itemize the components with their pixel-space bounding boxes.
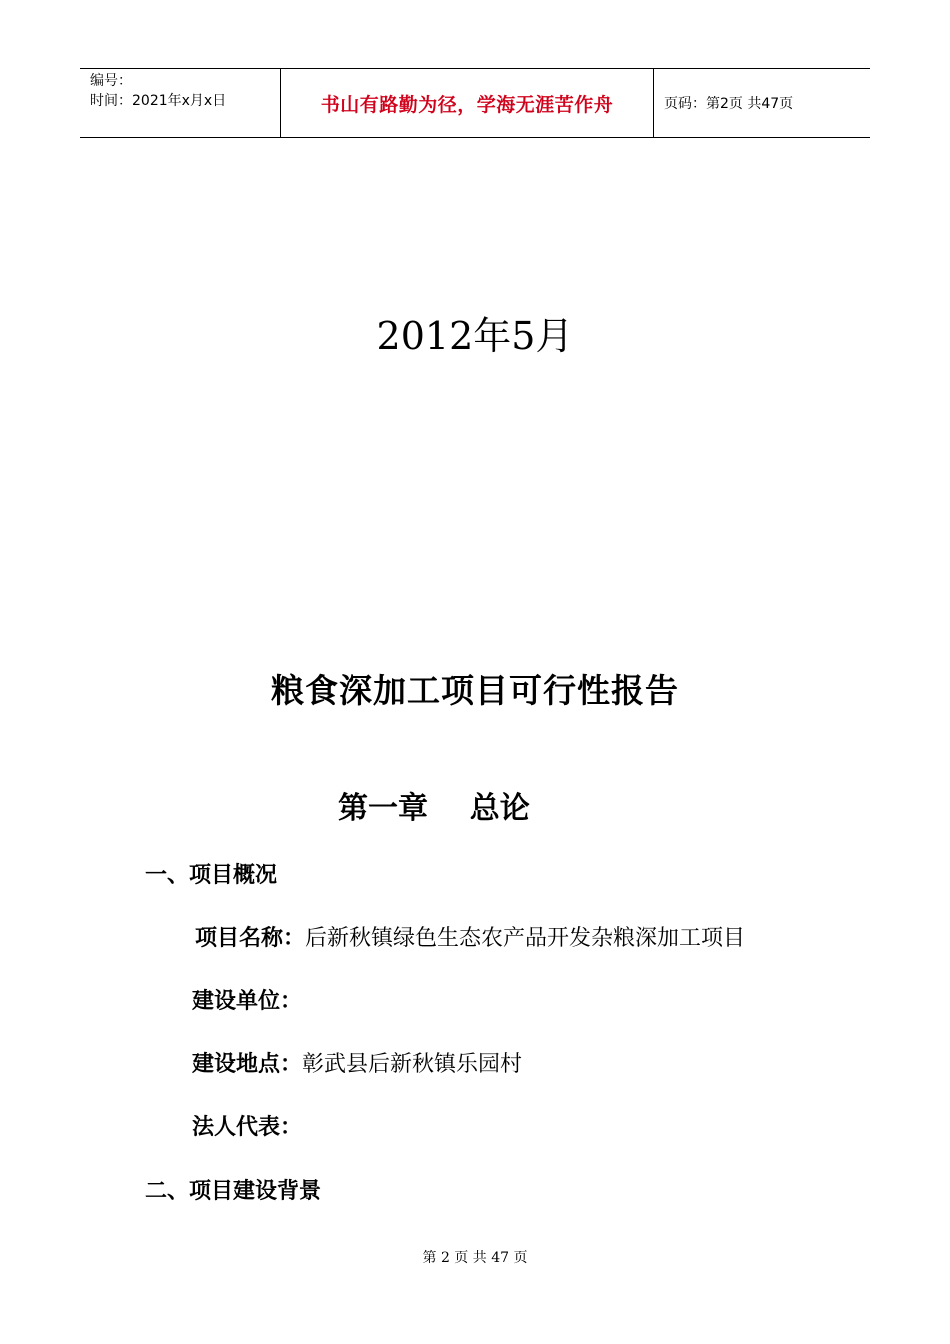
section-heading-background: 二、项目建设背景 [145, 1179, 322, 1204]
field-value: 彰武县后新秋镇乐园村 [302, 1052, 523, 1077]
date-title: 2012年5月 [376, 314, 574, 358]
header-motto-cell [281, 69, 654, 137]
field-label: 建设地点： [192, 1052, 303, 1077]
time-label: 时间：2021年x月x日 [90, 93, 227, 109]
header-page-cell [654, 69, 870, 137]
field-label: 法人代表： [192, 1115, 303, 1140]
page-footer: 第 2 页 共 47 页 [422, 1250, 528, 1266]
field-label: 建设单位： [192, 989, 303, 1014]
number-label: 编号： [90, 73, 132, 89]
field-legal-representative [192, 1110, 302, 1141]
page-info: 页码：第2页 共47页 [664, 96, 794, 112]
field-construction-location [192, 1047, 522, 1078]
section-heading-overview: 一、项目概况 [145, 863, 278, 888]
field-label: 项目名称： [195, 926, 306, 951]
field-value: 后新秋镇绿色生态农产品开发杂粮深加工项目 [305, 926, 746, 951]
chapter-title: 第一章 总论 [338, 791, 530, 826]
field-project-name [195, 921, 745, 952]
document-title: 粮食深加工项目可行性报告 [271, 671, 679, 710]
motto-text: 书山有路勤为径，学海无涯苦作舟 [320, 93, 614, 116]
document-header [80, 68, 870, 138]
header-meta-cell [80, 69, 281, 137]
field-construction-unit [192, 984, 302, 1015]
